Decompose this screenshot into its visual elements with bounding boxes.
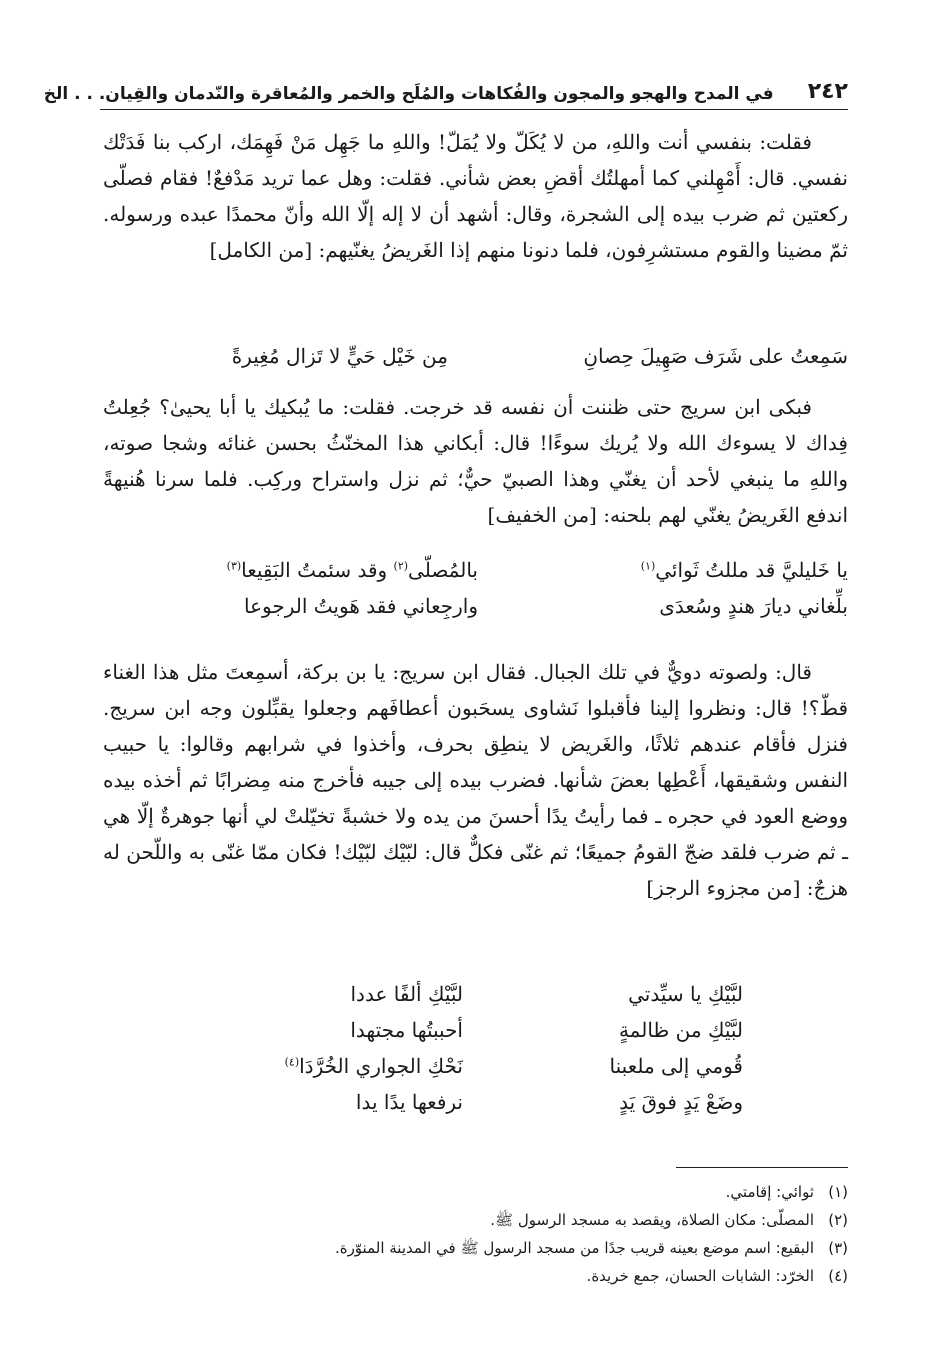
running-title: في المدح والهجو والمجون والفُكاهات والمُلَح والخمر والمُعاقرة والنّدمان والقِيان. . . الخ [43,84,774,104]
paragraph-2 [103,389,848,533]
verse-row [103,552,848,588]
hemistich-left: أحببتُها مجتهدا [350,1018,463,1042]
hemistich-left: نرفعها يدًا يدا [355,1090,463,1114]
hemistich-text: يا خَليليَّ قد مللتُ ثَوائي [655,558,848,582]
verse-row [200,1012,743,1048]
paragraph-1 [103,124,848,268]
footnote-number: (٢) [828,1211,848,1229]
hemistich-left: وارجِعاني فقد هَويتُ الرجوعا [244,594,478,618]
footnote-text: ثوائي: إقامتي. [725,1183,814,1201]
footnote [150,1234,848,1262]
hemistich-right: لبَّيْكِ يا سيِّدتي [628,982,743,1006]
footnote-number: (٣) [828,1239,848,1257]
hemistich-text: نَحْكِ الجواري الخُرَّدَا [299,1054,463,1078]
page-number: ٢٤٢ [807,79,848,104]
paragraph-3 [103,654,848,906]
footnote [150,1178,848,1206]
running-header [43,70,848,104]
header-rule [100,109,848,110]
verse-khafif [103,552,848,624]
hemistich-right [518,558,848,582]
footnote-marker: (٢) [393,559,409,573]
hemistich-left [285,1054,463,1078]
footnote [150,1206,848,1234]
verse-row [103,588,848,624]
footnote-marker: (٣) [226,559,242,573]
hemistich-right: قُومي إلى ملعبنا [609,1054,743,1078]
hemistich-right: وضَعْ يَدٍ فوقَ يَدٍ [619,1090,743,1114]
verse-row [200,1048,743,1084]
hemistich-right: لبَّيْكِ من ظالمةٍ [618,1018,743,1042]
hemistich-left: مِن خَيْل حَيٍّ لا تَزال مُغِيرةً [231,344,448,368]
footnote-text: البقيع: اسم موضع بعينه قريب جدًا من مسجد الرسول ﷺ في المدينة المنوّرة. [334,1239,814,1257]
footnote-separator [676,1167,848,1168]
hemistich-left [227,558,478,582]
verse-row [200,976,743,1012]
hemistich-right: بلِّغاني ديارَ هندٍ وسُعدَى [659,594,848,618]
paragraph-text: قال: ولصوته دويٌّ في تلك الجبال. فقال ابن سريج: يا بن بركة، أسمِعتَ مثل هذا الغناء قطّ؟! قال: ونظروا إلينا فأقبلوا نَشاوى يسحَبون أعطافَهم وجعلوا يقبِّلون وجه ابن سريج. فنزل فأقام عندهم ثلاثًا، والغَريض لا ينطِق بحرف، وأخذوا في شرابهم وقالوا: يا حبيب النفس وشقيقها، أَعْطِها بعضَ شأنها. فضرب بيده إلى جيبه فأخرج منه مِضرابًا ثم أخذه بيده ووضع العود في حجره ـ فما رأيتُ يدًا أحسنَ من يده ولا خشبةً تخيّلتْ لي أنها جوهرةٌ إلّا هي ـ ثم ضرب فلقد ضجّ القومُ جميعًا؛ ثم غنّى فكلٌّ قال: لبّيْك لبّيْك! فكان ممّا غنّى به واللّحن له هزجٌ: [من مجزوء الرجز] [103,660,848,900]
hemistich-right: سَمِعتُ على شَرَف صَهِيلَ حِصانِ [583,344,848,368]
paragraph-text: فقلت: بنفسي أنت واللهِ، من لا يُكَلّ ولا يُمَلّ! واللهِ ما جَهِل مَنْ فَهِمَك، اركب بنا فَدَتْك نفسي. قال: أَمْهِلني كما أمهلتُك أقضِ بعض شأني. فقلت: وهل عما تريد مَدْفعٌ! فقام فصلّى ركعتين ثم ضرب بيده إلى الشجرة، وقال: أشهد أن لا إله إلّا الله وأنّ محمدًا عبده ورسوله. ثمّ مضينا والقوم مستشرِفون، فلما دنونا منهم إذا الغَريضُ يغنّيهم: [من الكامل] [103,130,848,262]
paragraph-text: فبكى ابن سريج حتى ظننت أن نفسه قد خرجت. فقلت: ما يُبكيك يا أبا يحيىٰ؟ جُعِلتُ فِداك لا يسوءك الله ولا يُريك سوءًا! قال: أبكاني هذا المخنّثُ بحسن غنائه وشجا صوته، واللهِ ما ينبغي لأحد أن يغنّي وهذا الصبيّ حيٌّ؛ ثم نزل واستراح وركِب. فلما سرنا هُنيهةً اندفع الغَريضُ يغنّي لهم بلحنه: [من الخفيف] [103,395,848,527]
footnote-text: الخرّد: الشابات الحسان، جمع خريدة. [586,1267,814,1285]
verse-rajaz [200,976,743,1120]
verse-row [103,338,848,374]
footnote-marker: (١) [640,559,656,573]
footnote-number: (٤) [828,1267,848,1285]
footnote [150,1262,848,1290]
footnote-marker: (٤) [284,1055,300,1069]
verse-kamil [103,338,848,374]
footnote-text: المصلّى: مكان الصلاة، ويقصد به مسجد الرسول ﷺ. [490,1211,814,1229]
hemistich-text: بالمُصلّى [408,558,478,582]
hemistich-text: وقد سئمتُ البَقِيعا [241,558,394,582]
footnotes [150,1178,848,1290]
verse-row [200,1084,743,1120]
footnote-number: (١) [828,1183,848,1201]
hemistich-left: لبَّيْكِ ألفًا عددا [350,982,463,1006]
